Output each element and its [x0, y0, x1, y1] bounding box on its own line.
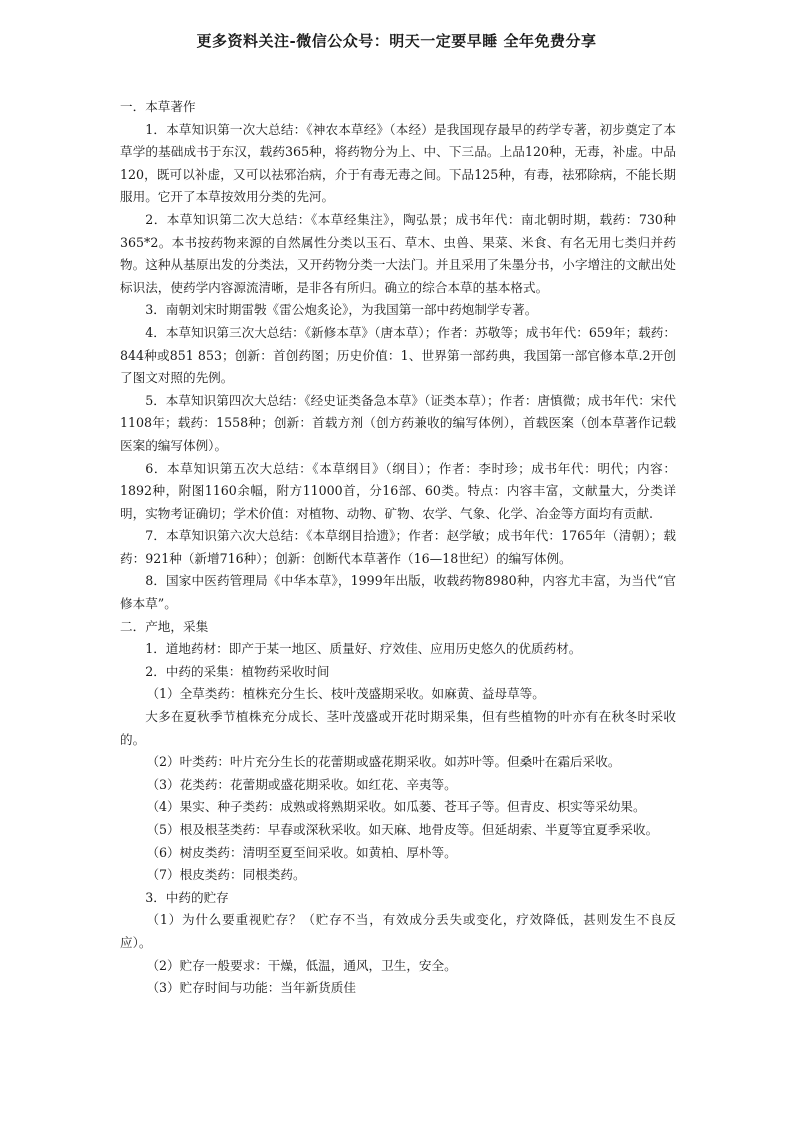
paragraph-item-6: 6．本草知识第五次大总结：《本草纲目》（纲目）；作者：李时珍；成书年代：明代；内容：1892种，附图1160余幅，附方11000首，分16部、60类。特点：内容丰富，文献量大，分类详明，实物考证确切；学术价值：对植物、动物、矿物、农学、气象、化学、冶金等方面均有贡献.: [120, 460, 676, 521]
collection-item: （2）叶类药：叶片充分生长的花蕾期或盛花期采收。如苏叶等。但桑叶在霜后采收。: [146, 754, 621, 770]
section-title-2: 二．产地，采集: [120, 618, 209, 634]
paragraph-item-1: 1．本草知识第一次大总结：《神农本草经》（本经）是我国现存最早的药学专著，初步奠定了本草学的基础成书于东汉，载药365种，将药物分为上、中、下三品。上品120种，无毒，补虚。中品120，既可以补虚，又可以祛邪治病，介于有毒无毒之间。下品125种，有毒，祛邪除病，不能长期服用。它开了本草按效用分类的先河。: [120, 121, 676, 205]
storage-item: （2）贮存一般要求：干燥，低温，通风，卫生，安全。: [146, 957, 457, 973]
collection-item: （7）根皮类药：同根类药。: [146, 867, 306, 883]
paragraph-item-5: 5．本草知识第四次大总结：《经史证类备急本草》（证类本草）；作者：唐慎微；成书年代：宋代 1108年；载药：1558种；创新：首载方剂（创方药兼收的编写体例），首载医案（创本草著作记载医案的编写体例）。: [120, 392, 676, 453]
paragraph-item-7: 7．本草知识第六次大总结：《本草纲目拾遗》；作者：赵学敏；成书年代：1765年（清朝）；载药：921种（新增716种）；创新：创断代本草著作（16—18世纪）的编写体例。: [120, 528, 676, 566]
paragraph-collection: 2．中药的采集：植物药采收时间: [145, 663, 330, 679]
collection-item: （3）花类药：花蕾期或盛花期采收。如红花、辛夷等。: [146, 776, 457, 792]
document-body: [120, 96, 676, 1000]
paragraph-daodi: 1．道地药材：即产于某一地区、质量好、疗效佳、应用历史悠久的优质药材。: [145, 641, 582, 657]
storage-item: （3）贮存时间与功能：当年新货质佳: [146, 980, 356, 996]
collection-item: （6）树皮类药：清明至夏至间采收。如黄柏、厚朴等。: [146, 844, 457, 860]
paragraph-item-3: 3．南朝刘宋时期雷斅《雷公炮炙论》，为我国第一部中药炮制学专著。: [145, 302, 538, 318]
collection-item: （5）根及根茎类药：早春或深秋采收。如天麻、地骨皮等。但延胡索、半夏等宜夏季采收。: [146, 822, 659, 837]
collection-note: 大多在夏秋季节植株充分成长、茎叶茂盛或开花时期采集，但有些植物的叶亦有在秋冬时采收的。: [120, 709, 676, 747]
storage-item: （1）为什么要重视贮存？（贮存不当，有效成分丢失或变化，疗效降低，甚则发生不良反应）。: [120, 912, 676, 950]
paragraph-storage: 3．中药的贮存: [145, 889, 229, 905]
paragraph-item-2: 2．本草知识第二次大总结：《本草经集注》，陶弘景；成书年代：南北朝时期，载药：730种365*2。本书按药物来源的自然属性分类以玉石、草木、虫兽、果菜、米食、有名无用七类归并药物。这种从基原出发的分类法，又开药物分类一大法门。并且采用了朱墨分书，小字增注的文献出处标识法，使药学内容源流清晰，是非各有所归。确立的综合本草的基本格式。: [120, 211, 676, 295]
paragraph-item-4: 4．本草知识第三次大总结：《新修本草》（唐本草）；作者：苏敬等；成书年代：659年；载药：844种或851 853；创新：首创药图；历史价值：1、世界第一部药典，我国第一部官修本草.2开创了图文对照的先例。: [120, 324, 676, 386]
collection-item: （4）果实、种子类药：成熟或将熟期采收。如瓜蒌、苍耳子等。但青皮、枳实等采幼果。: [146, 799, 646, 815]
paragraph-item-8: 8．国家中医药管理局《中华本草》，1999年出版，收载药物8980种，内容尤丰富，为当代“官修本草”。: [120, 573, 676, 612]
section-title-1: 一．本草著作: [120, 99, 196, 114]
collection-item: （1）全草类药：植株充分生长、枝叶茂盛期采收。如麻黄、益母草等。: [146, 686, 545, 702]
page-header: 更多资料关注-微信公众号：明天一定要早睡 全年免费分享: [196, 32, 597, 50]
